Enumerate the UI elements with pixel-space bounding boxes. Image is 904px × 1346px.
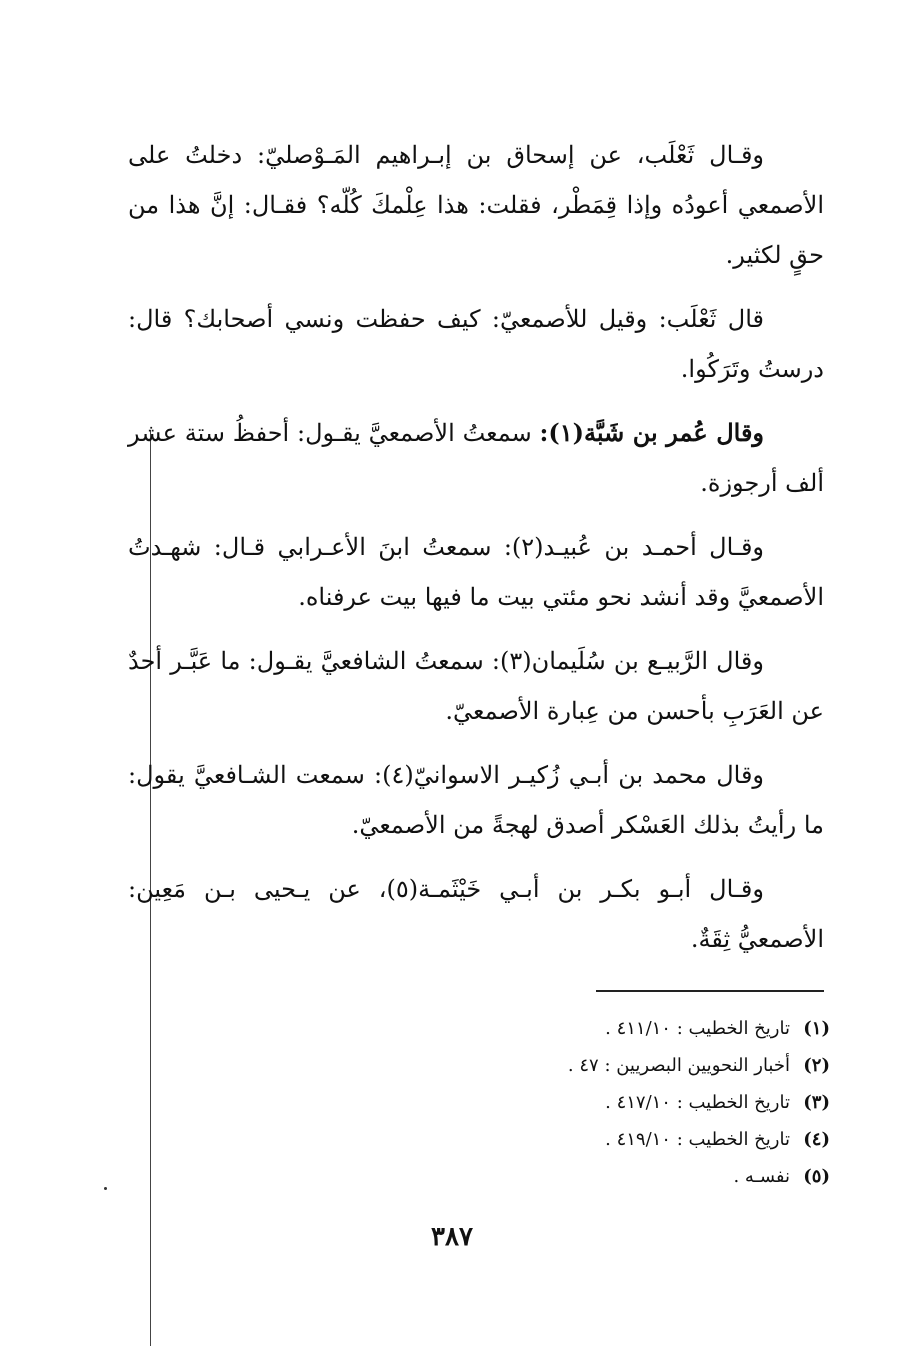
paragraph xyxy=(128,522,824,622)
footnote-text: أخبار النحويين البصريين : ٤٧ . xyxy=(567,1055,790,1076)
page-number: ٣٨٧ xyxy=(431,1222,473,1252)
paragraph-text: سمعتُ الأصمعيَّ يقـول: أحفظُ ستة عشر ألف أرجوزة. xyxy=(128,419,824,497)
footnote-text: تاريخ الخطيب : ٤١٧/١٠ . xyxy=(605,1092,790,1113)
paragraph xyxy=(128,636,824,736)
body-text xyxy=(128,130,824,978)
paragraph xyxy=(128,750,824,850)
footnote-text: نفسـه . xyxy=(733,1166,790,1187)
footnote-item xyxy=(430,1158,830,1195)
scan-speck xyxy=(104,1187,107,1190)
footnote-text: تاريخ الخطيب : ٤١١/١٠ . xyxy=(605,1018,790,1039)
footnote-number: (١) xyxy=(803,1018,830,1039)
footnote-item xyxy=(430,1084,830,1121)
paragraph-speaker: وقال عُمر بن شَبَّة(١): xyxy=(539,418,765,447)
paragraph-text: قال ثَعْلَب: وقيل للأصمعيّ: كيف حفظت ونسي أصحابك؟ قال: درستُ وتَرَكُوا. xyxy=(128,305,824,383)
paragraph-text: وقـال أبـو بكـر بن أبـي خَيْثَمـة(٥)، عن يـحيى بـن مَعِين: الأصمعيُّ ثِقَةٌ. xyxy=(128,875,824,953)
footnote-item xyxy=(430,1047,830,1084)
paragraph-text: وقال الرَّبيـع بن سُلَيمان(٣): سمعتُ الشافعيَّ يقـول: ما عَبَّـر أحدٌ عن العَرَبِ بأحسن من عِبارة الأصمعيّ. xyxy=(128,647,824,725)
footnote-number: (٣) xyxy=(803,1092,830,1113)
footnote-divider xyxy=(596,990,824,992)
footnotes xyxy=(430,1010,830,1195)
paragraph xyxy=(128,864,824,964)
paragraph xyxy=(128,130,824,280)
footnote-number: (٤) xyxy=(803,1129,830,1150)
footnote-item xyxy=(430,1010,830,1047)
footnote-number: (٥) xyxy=(803,1166,830,1187)
footnote-number: (٢) xyxy=(803,1055,830,1076)
paragraph-text: وقـال أحمـد بن عُبيـد(٢): سمعتُ ابنَ الأعـرابي قـال: شهـدتُ الأصمعيَّ وقد أنشد نحو مئتي بيت ما فيها بيت عرفناه. xyxy=(128,533,824,611)
footnote-item xyxy=(430,1121,830,1158)
paragraph-text: وقـال ثَعْلَب، عن إسحاق بن إبـراهيم المَـوْصليّ: دخلتُ على الأصمعي أعودُه وإذا قِمَطْر، فقلت: هذا عِلْمكَ كُلّه؟ فقـال: إنَّ هذا من حقٍ لكثير. xyxy=(128,141,824,269)
footnote-text: تاريخ الخطيب : ٤١٩/١٠ . xyxy=(605,1129,790,1150)
paragraph xyxy=(128,294,824,394)
paragraph xyxy=(128,408,824,508)
paragraph-text: وقال محمد بن أبـي زُكيـر الاسوانيّ(٤): سمعت الشـافعيَّ يقول: ما رأيتُ بذلك العَسْكر أصدق لهجةً من الأصمعيّ. xyxy=(128,761,824,839)
